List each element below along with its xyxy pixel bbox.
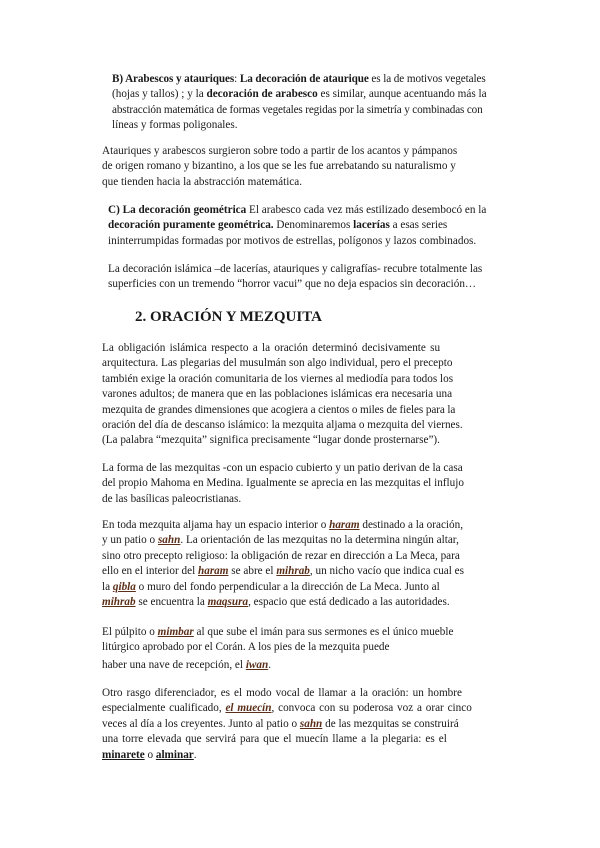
term-mimbar: mimbar <box>157 626 194 638</box>
section-heading: 2. ORACIÓN Y MEZQUITA <box>135 309 322 325</box>
mosque-form-paragraph: La forma de las mezquitas -con un espacio cubierto y un patio derivan de la casa del propio Mahoma en Medina. Igualmente se aprecia en las mezquitas el influjo de las basílicas paleocristianas. <box>102 462 464 505</box>
term-geometrica: decoración puramente geométrica. <box>108 219 274 232</box>
term-muecin: el muecín <box>225 702 272 715</box>
muecin-paragraph: Otro rasgo diferenciador, es el modo vocal de llamar a la oración: un hombre especialmente cualificado, el muecín, convoca con su poderosa voz a orar cinco veces al día a los creyentes. Junto al patio o sahn de las mezquitas se construirá una torre elevada que servirá para que el muecín llame a la plegaria: es el minarete o alminar. <box>102 687 472 761</box>
section-b-label: B) Arabescos y atauriques <box>112 73 235 85</box>
term-maqsura: maqsura <box>207 596 249 609</box>
prayer-paragraph: La obligación islámica respecto a la oración determinó decisivamente su arquitectura. Las plegarias del musulmán son algo individual, pero el precepto también exige la oración comunitaria de los viernes al mediodía para todos los varones adultos; de manera que en las poblaciones islámicas era necesaria una mezquita de grandes dimensiones que acogiera a cientos o miles de fieles para la oración del día de descanso islámico: la mezquita aljama o mezquita del viernes. (La palabra “mezquita” significa precisamente “lugar donde prosternarse”). <box>102 342 463 447</box>
section-b-paragraph: B) Arabescos y atauriques: La decoración de ataurique es la de motivos vegetales (hojas y tallos) ; y la decoración de arabesco es similar, aunque acentuando más la abstracción matemática de formas vegetales regidas por la simetría y combinadas con líneas y formas poligonales. <box>112 73 487 132</box>
term-haram: haram <box>198 565 229 578</box>
term-qibla: qibla <box>112 580 136 593</box>
mimbar-paragraph: El púlpito o mimbar al que sube el imán para sus sermones es el único mueble litúrgico aprobado por el Corán. A los pies de la mezquita puede haber una nave de recepción, el iwan. <box>102 626 454 671</box>
term-lacerias: lacerías <box>353 219 390 232</box>
term-sahn: sahn <box>299 717 323 730</box>
section-c-label: C) La decoración geométrica <box>108 204 247 216</box>
term-minarete: minarete <box>102 748 145 761</box>
origins-paragraph: Atauriques y arabescos surgieron sobre todo a partir de los acantos y pámpanos de origen romano y bizantino, a los que se les fue arrebatando su naturalismo y que tienden hacia la abstracción matemática. <box>102 145 458 188</box>
term-sahn: sahn <box>157 534 181 547</box>
term-alminar: alminar <box>155 748 194 761</box>
section-c-paragraph: C) La decoración geométrica El arabesco cada vez más estilizado desembocó en la decoración puramente geométrica. Denominaremos lacerías a esas series ininterrumpidas formadas por motivos de estrellas, polígonos y lazos combinados. <box>108 204 487 247</box>
aljama-paragraph: En toda mezquita aljama hay un espacio interior o haram destinado a la oración, y un patio o sahn. La orientación de las mezquitas no la determina ningún altar, sino otro precepto religioso: la obligación de rezar en dirección a La Meca, para ello en el interior del haram se abre el mihrab, un nicho vacío que indica cual es la qibla o muro del fondo perpendicular a la dirección de La Meca. Junto al mihrab se encuentra la maqsura, espacio que está dedicado a las autoridades. <box>102 519 464 609</box>
term-iwan: iwan <box>245 658 269 671</box>
term-ataurique: La decoración de ataurique <box>239 73 369 85</box>
term-mihrab: mihrab <box>102 596 136 609</box>
term-haram: haram <box>329 519 360 531</box>
horror-vacui-paragraph: La decoración islámica –de lacerías, atauriques y caligrafías- recubre totalmente las superficies con un tremendo “horror vacui” que no deja espacios sin decoración… <box>108 263 483 291</box>
term-arabesco: decoración de arabesco <box>206 88 318 101</box>
term-mihrab: mihrab <box>276 565 310 578</box>
